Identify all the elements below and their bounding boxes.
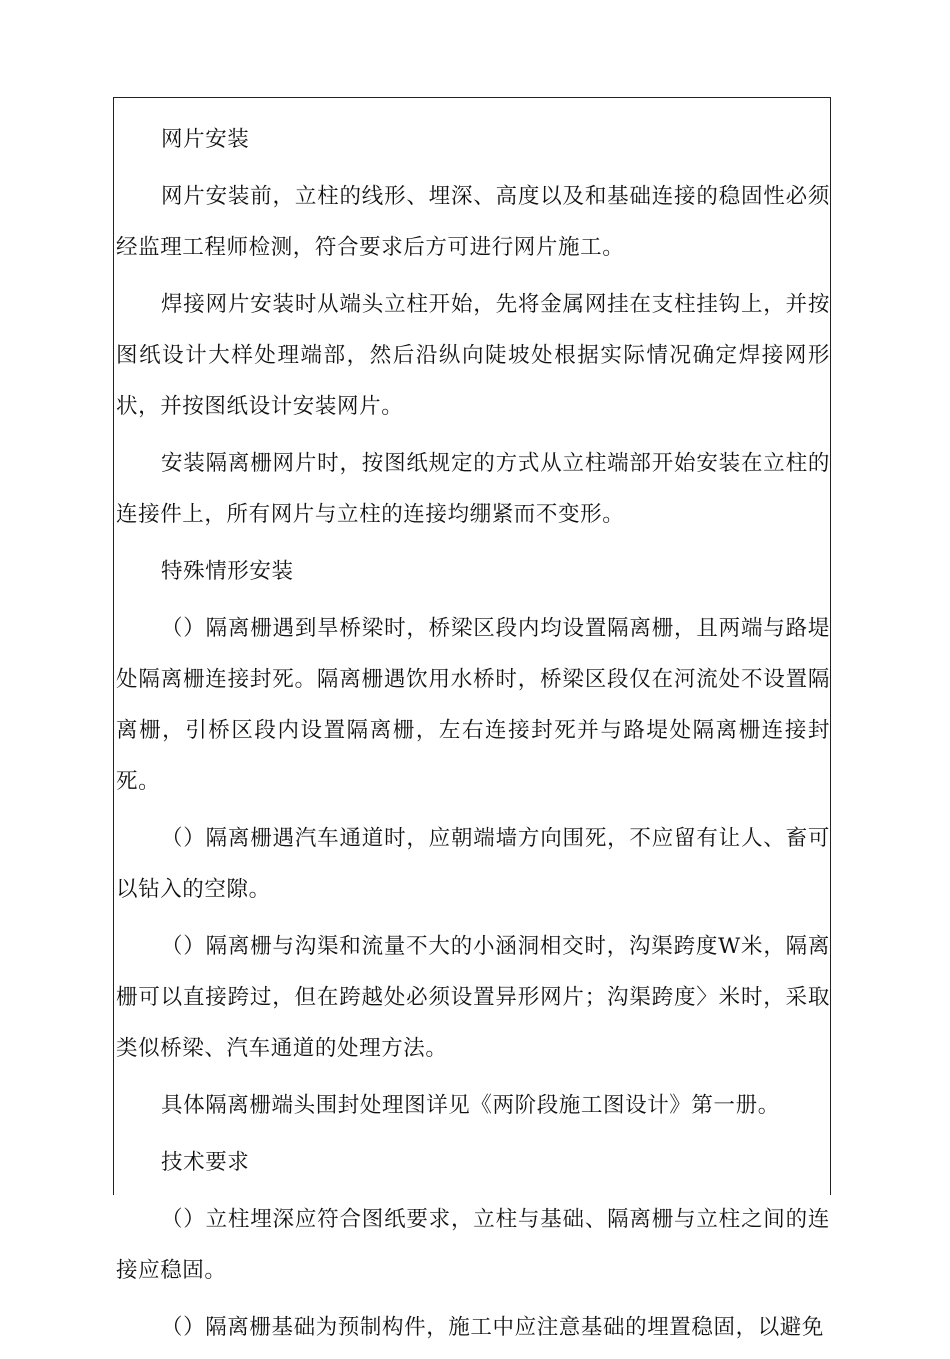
paragraph-reference-drawing: 具体隔离栅端头围封处理图详见《两阶段施工图设计》第一册。 [161, 1093, 780, 1118]
paragraph-ditch-culvert-case: （）隔离栅与沟渠和流量不大的小涵洞相交时，沟渠跨度W米，隔离栅可以直接跨过，但在跨越处必须设置异形网片；沟渠跨度〉米时，采取类似桥梁、汽车通道的处理方法。 [116, 934, 830, 1061]
paragraph-welded-mesh-installation: 焊接网片安装时从端头立柱开始，先将金属网挂在支柱挂钩上，并按图纸设计大样处理端部，然后沿纵向陡坡处根据实际情况确定焊接网形状，并按图纸设计安装网片。 [116, 292, 830, 419]
paragraph-fence-mesh-installation: 安装隔离栅网片时，按图纸规定的方式从立柱端部开始安装在立柱的连接件上，所有网片与立柱的连接均绷紧而不变形。 [116, 451, 830, 527]
paragraph-foundation-requirement: （）隔离栅基础为预制构件，施工中应注意基础的埋置稳固，以避免 [161, 1315, 825, 1340]
heading-technical-requirements: 技术要求 [161, 1150, 250, 1175]
document-frame [113, 97, 831, 1340]
heading-special-case-installation: 特殊情形安装 [161, 559, 294, 584]
paragraph-pre-installation-check: 网片安装前，立柱的线形、埋深、高度以及和基础连接的稳固性必须经监理工程师检测，符合要求后方可进行网片施工。 [116, 184, 830, 260]
paragraph-post-embedding-requirement: （）立柱埋深应符合图纸要求，立柱与基础、隔离栅与立柱之间的连接应稳固。 [116, 1207, 830, 1283]
paragraph-vehicle-passage-case: （）隔离栅遇汽车通道时，应朝端墙方向围死，不应留有让人、畜可以钻入的空隙。 [116, 826, 830, 902]
heading-mesh-installation: 网片安装 [161, 127, 250, 152]
paragraph-bridge-case: （）隔离栅遇到旱桥梁时，桥梁区段内均设置隔离栅，且两端与路堤处隔离栅连接封死。隔离栅遇饮用水桥时，桥梁区段仅在河流处不设置隔离栅，引桥区段内设置隔离栅，左右连接封死并与路堤处隔离栅连接封死。 [116, 616, 830, 794]
document-body [116, 114, 830, 1359]
